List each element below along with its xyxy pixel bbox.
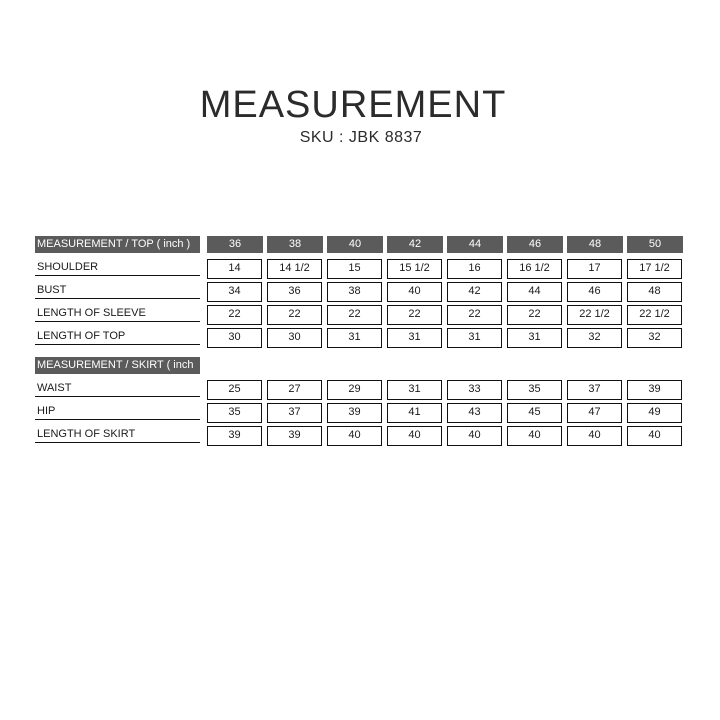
table-cell: 39: [267, 426, 322, 446]
page-title: MEASUREMENT: [199, 84, 507, 126]
top-section-header: MEASUREMENT / TOP ( inch ): [35, 236, 200, 253]
table-cell: 22 1/2: [567, 305, 622, 325]
table-cell: 43: [447, 403, 502, 423]
row-label: LENGTH OF SLEEVE: [35, 305, 200, 322]
table-row: [35, 426, 687, 446]
table-cell: 39: [627, 380, 682, 400]
size-header-cell: 42: [387, 236, 443, 253]
table-row: [35, 305, 687, 325]
table-cell: 40: [327, 426, 382, 446]
table-cell: 40: [447, 426, 502, 446]
table-cell: 39: [327, 403, 382, 423]
sku-label: SKU : JBK 8837: [299, 129, 423, 146]
table-cell: 31: [387, 380, 442, 400]
table-cell: 40: [507, 426, 562, 446]
row-label: LENGTH OF TOP: [35, 328, 200, 345]
table-cell: 31: [507, 328, 562, 348]
table-cell: 40: [567, 426, 622, 446]
row-label: LENGTH OF SKIRT: [35, 426, 200, 443]
table-cell: 40: [387, 282, 442, 302]
table-cell: 42: [447, 282, 502, 302]
size-header-cell: 46: [507, 236, 563, 253]
table-row: [35, 259, 687, 279]
table-cell: 46: [567, 282, 622, 302]
row-label: HIP: [35, 403, 200, 420]
table-cell: 31: [327, 328, 382, 348]
table-cell: 32: [627, 328, 682, 348]
table-cell: 37: [267, 403, 322, 423]
size-header-cell: 50: [627, 236, 683, 253]
table-cell: 25: [207, 380, 262, 400]
table-cell: 22: [387, 305, 442, 325]
table-cell: 40: [627, 426, 682, 446]
table-cell: 49: [627, 403, 682, 423]
size-chart-table: [35, 236, 687, 449]
table-cell: 22: [207, 305, 262, 325]
table-cell: 47: [567, 403, 622, 423]
table-cell: 16: [447, 259, 502, 279]
table-cell: 35: [507, 380, 562, 400]
table-cell: 30: [207, 328, 262, 348]
table-cell: 35: [207, 403, 262, 423]
table-cell: 27: [267, 380, 322, 400]
row-label: WAIST: [35, 380, 200, 397]
table-cell: 15: [327, 259, 382, 279]
table-cell: 36: [267, 282, 322, 302]
table-cell: 17: [567, 259, 622, 279]
table-cell: 31: [447, 328, 502, 348]
size-header-cell: 44: [447, 236, 503, 253]
table-cell: 32: [567, 328, 622, 348]
size-header-cell: 48: [567, 236, 623, 253]
table-cell: 38: [327, 282, 382, 302]
table-cell: 37: [567, 380, 622, 400]
table-cell: 44: [507, 282, 562, 302]
table-cell: 39: [207, 426, 262, 446]
table-cell: 22: [507, 305, 562, 325]
table-cell: 22: [267, 305, 322, 325]
size-header-cell: 40: [327, 236, 383, 253]
table-cell: 22: [327, 305, 382, 325]
size-header-cell: 36: [207, 236, 263, 253]
table-cell: 14: [207, 259, 262, 279]
row-label: BUST: [35, 282, 200, 299]
table-cell: 15 1/2: [387, 259, 442, 279]
table-cell: 17 1/2: [627, 259, 682, 279]
top-header-row: [35, 236, 687, 256]
skirt-header-row: [35, 357, 687, 377]
table-cell: 16 1/2: [507, 259, 562, 279]
size-header-cell: 38: [267, 236, 323, 253]
table-cell: 31: [387, 328, 442, 348]
table-cell: 33: [447, 380, 502, 400]
row-label: SHOULDER: [35, 259, 200, 276]
table-row: [35, 328, 687, 348]
table-cell: 34: [207, 282, 262, 302]
table-cell: 29: [327, 380, 382, 400]
table-row: [35, 380, 687, 400]
table-cell: 41: [387, 403, 442, 423]
table-row: [35, 282, 687, 302]
table-row: [35, 403, 687, 423]
table-cell: 30: [267, 328, 322, 348]
table-cell: 45: [507, 403, 562, 423]
table-cell: 14 1/2: [267, 259, 322, 279]
table-cell: 48: [627, 282, 682, 302]
table-cell: 22: [447, 305, 502, 325]
table-cell: 22 1/2: [627, 305, 682, 325]
skirt-section-header: MEASUREMENT / SKIRT ( inch: [35, 357, 200, 374]
table-cell: 40: [387, 426, 442, 446]
